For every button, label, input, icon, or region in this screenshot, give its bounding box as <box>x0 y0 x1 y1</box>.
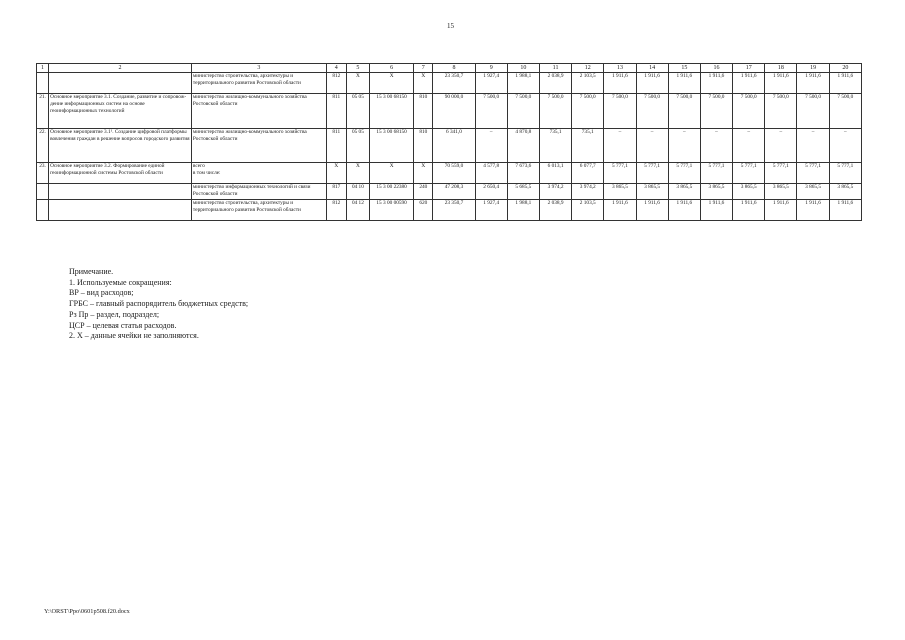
year-amount-cell: 2 650,4 <box>475 184 507 200</box>
year-amount-cell: 1 911,6 <box>700 73 732 94</box>
year-amount-cell: 3 974,2 <box>572 184 604 200</box>
year-amount-cell: 1 911,6 <box>604 200 636 221</box>
year-amount-cell: 4 870,8 <box>507 129 539 163</box>
executor-cell <box>191 184 326 200</box>
year-amount-cell: 1 911,6 <box>829 73 861 94</box>
table-row <box>37 129 862 163</box>
year-amount-cell: 1 911,6 <box>765 73 797 94</box>
year-amount-cell: 1 911,6 <box>797 73 829 94</box>
vr-cell: 810 <box>414 94 433 129</box>
year-amount-cell: 7 500,0 <box>797 94 829 129</box>
year-amount-cell: 7 673,6 <box>507 163 539 184</box>
column-number-cell: 5 <box>346 64 369 73</box>
column-number-cell: 17 <box>733 64 765 73</box>
year-amount-cell: 7 500,0 <box>507 94 539 129</box>
rzpr-cell: 04 10 <box>346 184 369 200</box>
year-amount-cell: 7 500,0 <box>700 94 732 129</box>
year-amount-cell: 6 077,7 <box>572 163 604 184</box>
grbs-cell: 811 <box>326 129 346 163</box>
year-amount-cell: 3 865,5 <box>733 184 765 200</box>
executor-text: министерство строительства, архитектуры и территориального развития Ростовской области <box>192 73 301 87</box>
csr-cell: X <box>369 73 413 94</box>
year-amount-cell: 5 777,1 <box>636 163 668 184</box>
csr-cell: 15 3 00 00590 <box>369 200 413 221</box>
year-amount-cell: 3 865,5 <box>604 184 636 200</box>
executor-cell <box>191 73 326 94</box>
table-row <box>37 184 862 200</box>
year-amount-cell: 1 927,4 <box>475 200 507 221</box>
notes-line: 1. Используемые сокращения: <box>69 277 172 287</box>
column-number-cell: 12 <box>572 64 604 73</box>
table-row <box>37 163 862 184</box>
grbs-cell: 817 <box>326 184 346 200</box>
year-amount-cell: 3 865,5 <box>636 184 668 200</box>
total-amount-cell: 70 559,0 <box>433 163 475 184</box>
year-amount-cell: 1 911,6 <box>604 73 636 94</box>
year-amount-cell: 1 911,6 <box>797 200 829 221</box>
year-amount-cell: 2 038,9 <box>539 200 571 221</box>
column-number-cell: 10 <box>507 64 539 73</box>
year-amount-cell: 3 865,5 <box>700 184 732 200</box>
year-amount-cell: – <box>604 129 636 163</box>
year-amount-cell: 1 927,4 <box>475 73 507 94</box>
year-amount-cell: 3 865,5 <box>829 184 861 200</box>
rzpr-cell: 05 05 <box>346 129 369 163</box>
csr-cell: X <box>369 163 413 184</box>
executor-text: министерство информационных технологий и связи Ростовской области <box>192 184 311 198</box>
total-amount-cell: 23 350,7 <box>433 73 475 94</box>
total-amount-cell: 90 000,0 <box>433 94 475 129</box>
executor-text: всего <box>192 163 205 170</box>
table-row <box>37 73 862 94</box>
csr-cell: 15 3 00 22380 <box>369 184 413 200</box>
vr-cell: X <box>414 73 433 94</box>
year-amount-cell: 7 500,0 <box>636 94 668 129</box>
column-number-cell: 7 <box>414 64 433 73</box>
total-amount-cell: 6 341,0 <box>433 129 475 163</box>
year-amount-cell: 1 911,6 <box>829 200 861 221</box>
notes-block <box>69 267 248 342</box>
csr-cell: 15 3 00 68150 <box>369 94 413 129</box>
rzpr-cell: X <box>346 73 369 94</box>
year-amount-cell: 1 911,6 <box>733 200 765 221</box>
year-amount-cell: 5 777,1 <box>765 163 797 184</box>
column-number-cell: 1 <box>37 64 49 73</box>
year-amount-cell: – <box>733 129 765 163</box>
year-amount-cell: 1 911,6 <box>668 73 700 94</box>
year-amount-cell: 2 103,5 <box>572 73 604 94</box>
year-amount-cell: 1 911,6 <box>668 200 700 221</box>
row-number-cell <box>37 184 49 200</box>
page-number: 15 <box>447 22 454 30</box>
notes-line: 2. X – данные ячейки не заполняются. <box>69 331 199 341</box>
year-amount-cell: – <box>765 129 797 163</box>
year-amount-cell: 1 911,6 <box>636 200 668 221</box>
column-number-cell: 2 <box>49 64 192 73</box>
grbs-cell: X <box>326 163 346 184</box>
activity-name-cell: Основное мероприятие 3.1. Создание, развитие и сопровож-дение информационных систем на основе геоинформационных технологий <box>49 94 192 129</box>
year-amount-cell: 735,1 <box>539 129 571 163</box>
year-amount-cell: 7 500,0 <box>572 94 604 129</box>
column-number-cell: 6 <box>369 64 413 73</box>
year-amount-cell: 1 911,6 <box>700 200 732 221</box>
column-number-cell: 19 <box>797 64 829 73</box>
activity-name-cell <box>49 73 192 94</box>
year-amount-cell: 3 865,5 <box>765 184 797 200</box>
year-amount-cell: – <box>797 129 829 163</box>
grbs-cell: 811 <box>326 94 346 129</box>
notes-line: ГРБС – главный распорядитель бюджетных средств; <box>69 299 249 309</box>
vr-cell: 620 <box>414 200 433 221</box>
column-number-cell: 14 <box>636 64 668 73</box>
csr-cell: 15 3 00 68150 <box>369 129 413 163</box>
year-amount-cell: 2 038,9 <box>539 73 571 94</box>
total-amount-cell: 23 350,7 <box>433 200 475 221</box>
column-number-cell: 8 <box>433 64 475 73</box>
row-number-cell: 22. <box>37 129 49 163</box>
column-number-cell: 3 <box>191 64 326 73</box>
budget-table <box>36 63 862 221</box>
year-amount-cell: 7 500,0 <box>539 94 571 129</box>
year-amount-cell: 7 500,0 <box>733 94 765 129</box>
year-amount-cell: – <box>668 129 700 163</box>
year-amount-cell: 7 500,0 <box>668 94 700 129</box>
year-amount-cell: 7 500,0 <box>475 94 507 129</box>
year-amount-cell: 5 777,1 <box>604 163 636 184</box>
column-number-cell: 18 <box>765 64 797 73</box>
year-amount-cell: 7 500,0 <box>765 94 797 129</box>
year-amount-cell: 3 974,2 <box>539 184 571 200</box>
executor-text: министерство строительства, архитектуры и территориального развития Ростовской области <box>192 200 301 214</box>
activity-name-cell <box>49 200 192 221</box>
year-amount-cell: 1 988,1 <box>507 73 539 94</box>
year-amount-cell: 5 777,1 <box>829 163 861 184</box>
rzpr-cell: 05 05 <box>346 94 369 129</box>
grbs-cell: 812 <box>326 73 346 94</box>
row-number-cell: 21. <box>37 94 49 129</box>
year-amount-cell: 1 911,6 <box>765 200 797 221</box>
rzpr-cell: X <box>346 163 369 184</box>
year-amount-cell: 1 911,6 <box>733 73 765 94</box>
year-amount-cell: 5 777,1 <box>733 163 765 184</box>
notes-title: Примечание. <box>69 267 114 276</box>
column-number-cell: 16 <box>700 64 732 73</box>
executor-cell <box>191 163 326 184</box>
year-amount-cell: 2 103,5 <box>572 200 604 221</box>
year-amount-cell: 5 685,5 <box>507 184 539 200</box>
executor-cell <box>191 94 326 129</box>
vr-cell: 810 <box>414 129 433 163</box>
executor-text: министерство жилищно-коммунального хозяйства Ростовской области <box>192 129 307 143</box>
grbs-cell: 812 <box>326 200 346 221</box>
year-amount-cell: 1 911,6 <box>636 73 668 94</box>
row-number-cell: 23. <box>37 163 49 184</box>
year-amount-cell: – <box>700 129 732 163</box>
activity-name-cell <box>49 184 192 200</box>
notes-line: ВР – вид расходов; <box>69 288 134 298</box>
executor-cell <box>191 129 326 163</box>
total-amount-cell: 47 208,3 <box>433 184 475 200</box>
column-number-cell: 9 <box>475 64 507 73</box>
row-number-cell <box>37 200 49 221</box>
year-amount-cell: 6 013,1 <box>539 163 571 184</box>
activity-name-cell: Основное мероприятие 3.1¹. Создание цифровой платформы вовлечения граждан в решение вопросов городского развития <box>49 129 192 163</box>
year-amount-cell: 3 865,5 <box>668 184 700 200</box>
row-number-cell <box>37 73 49 94</box>
year-amount-cell: 1 988,1 <box>507 200 539 221</box>
year-amount-cell: 5 777,1 <box>668 163 700 184</box>
executor-subtext: в том числе: <box>192 170 221 177</box>
year-amount-cell: 7 500,0 <box>829 94 861 129</box>
column-number-cell: 4 <box>326 64 346 73</box>
year-amount-cell: – <box>636 129 668 163</box>
year-amount-cell: 3 865,5 <box>797 184 829 200</box>
column-number-cell: 11 <box>539 64 571 73</box>
rzpr-cell: 04 12 <box>346 200 369 221</box>
year-amount-cell: – <box>829 129 861 163</box>
notes-line: Рз Пр – раздел, подраздел; <box>69 309 160 319</box>
year-amount-cell: – <box>475 129 507 163</box>
executor-text: министерство жилищно-коммунального хозяйства Ростовской области <box>192 94 307 108</box>
vr-cell: X <box>414 163 433 184</box>
vr-cell: 240 <box>414 184 433 200</box>
year-amount-cell: 7 500,0 <box>604 94 636 129</box>
year-amount-cell: 4 577,8 <box>475 163 507 184</box>
year-amount-cell: 735,1 <box>572 129 604 163</box>
notes-line: ЦСР – целевая статья расходов. <box>69 320 177 330</box>
year-amount-cell: 5 777,1 <box>700 163 732 184</box>
executor-cell <box>191 200 326 221</box>
column-number-cell: 20 <box>829 64 861 73</box>
year-amount-cell: 5 777,1 <box>797 163 829 184</box>
table-row <box>37 200 862 221</box>
column-number-cell: 13 <box>604 64 636 73</box>
file-path-footer: Y:\ORST\Ppo\0601p508.f20.docx <box>44 608 130 615</box>
table-header-row <box>37 64 862 73</box>
table-row <box>37 94 862 129</box>
column-number-cell: 15 <box>668 64 700 73</box>
activity-name-cell: Основное мероприятие 3.2. Формирование единой геоинформационной системы Ростовской области <box>49 163 192 184</box>
